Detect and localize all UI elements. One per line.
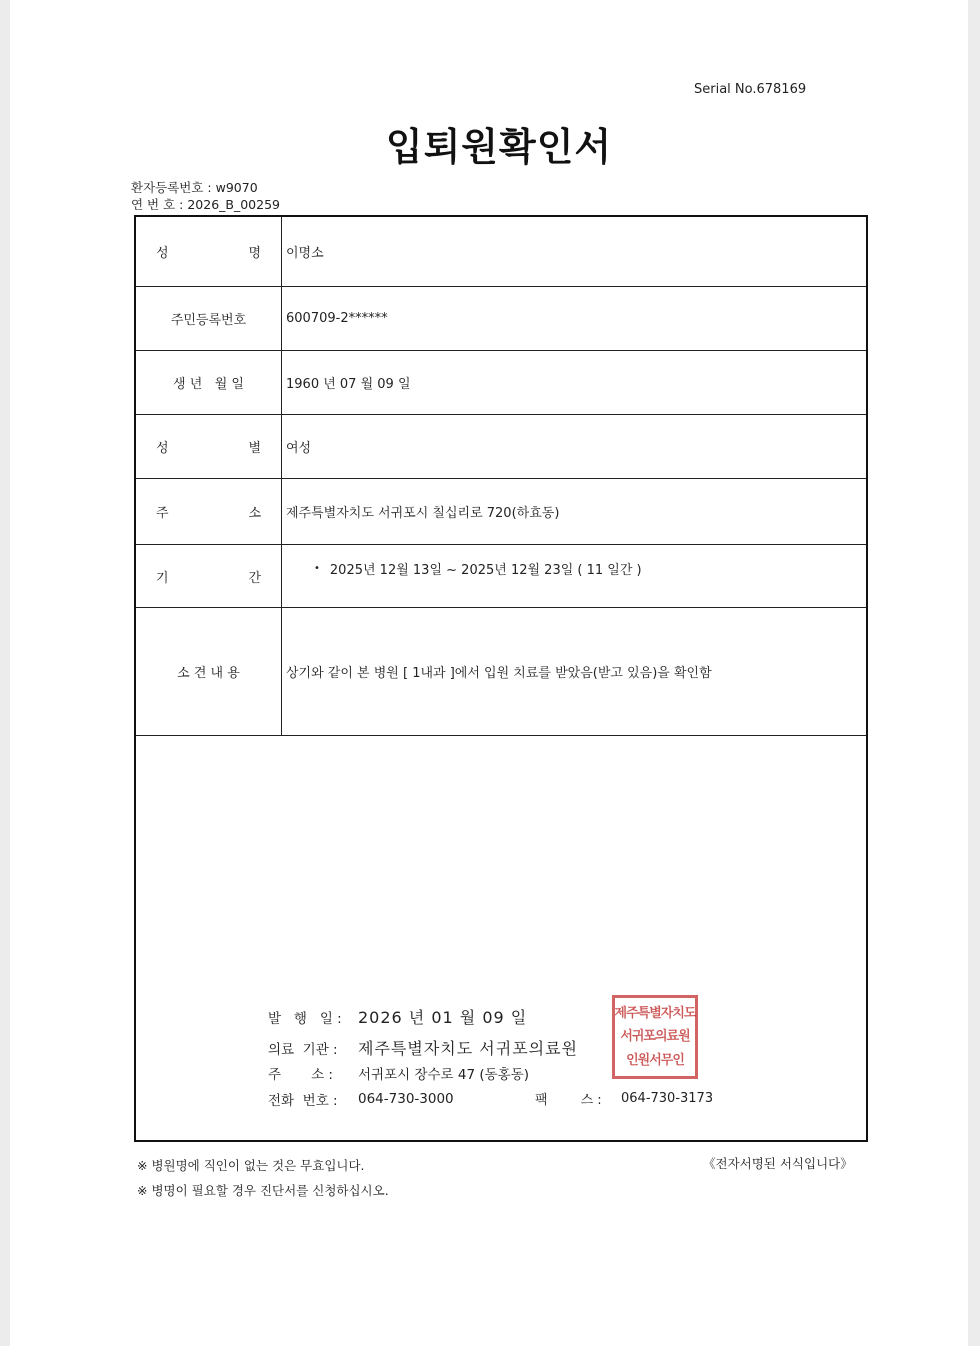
issue-address-label: 주 소 : bbox=[268, 1067, 333, 1083]
series-number: 연 번 호 : 2026_B_00259 bbox=[131, 197, 280, 212]
row-gender bbox=[136, 415, 866, 479]
row-period bbox=[136, 545, 866, 608]
issue-date-label: 발 행 일 : bbox=[268, 1010, 342, 1027]
issue-org-line bbox=[268, 1036, 578, 1059]
issue-fax-label: 팩 스 : bbox=[535, 1093, 602, 1108]
period-text: 2025년 12월 13일 ~ 2025년 12월 23일 ( 11 일간 ) bbox=[329, 563, 642, 578]
label-name-a: 성 bbox=[156, 246, 169, 261]
label-address-a: 주 bbox=[156, 506, 169, 521]
issue-phone-line bbox=[268, 1089, 454, 1109]
issue-fax-value: 064-730-3173 bbox=[621, 1091, 714, 1106]
value-name: 이명소 bbox=[286, 246, 324, 261]
label-gender-a: 성 bbox=[156, 441, 169, 456]
row-name bbox=[136, 217, 866, 287]
issue-address-value: 서귀포시 장수로 47 (동홍동) bbox=[358, 1067, 529, 1083]
value-period bbox=[286, 545, 866, 607]
certificate-table bbox=[134, 215, 868, 1142]
issue-phone-value: 064-730-3000 bbox=[358, 1091, 454, 1107]
row-birth-date bbox=[136, 351, 866, 415]
document-title: 입퇴원확인서 bbox=[385, 125, 613, 169]
footer-note-seal: ※ 병원명에 직인이 없는 것은 무효입니다. bbox=[137, 1158, 365, 1173]
period-line bbox=[314, 559, 642, 578]
footer-note-diagnosis: ※ 병명이 필요할 경우 진단서를 신청하십시오. bbox=[137, 1183, 389, 1198]
issue-date-value: 2026 년 01 월 09 일 bbox=[358, 1008, 528, 1027]
issue-phone-label: 전화 번호 : bbox=[268, 1093, 338, 1109]
label-address bbox=[136, 479, 282, 544]
value-opinion: 상기와 같이 본 병원 [ 1내과 ]에서 입원 치료를 받았음(받고 있음)을 확인함 bbox=[286, 666, 712, 681]
row-opinion bbox=[136, 608, 866, 736]
label-name-b: 명 bbox=[248, 246, 261, 261]
label-birth-date: 생 년 월 일 bbox=[136, 351, 282, 414]
label-resident-id: 주민등록번호 bbox=[136, 287, 282, 350]
seal-line-2: 서귀포의료원 bbox=[620, 1029, 690, 1045]
label-period-b: 간 bbox=[248, 570, 261, 586]
issue-address-line bbox=[268, 1063, 529, 1083]
label-address-b: 소 bbox=[248, 506, 261, 521]
serial-number: Serial No.678169 bbox=[694, 82, 807, 97]
label-period-a: 기 bbox=[156, 570, 169, 586]
issue-org-label: 의료 기관 : bbox=[268, 1041, 338, 1058]
patient-registration-number: 환자등록번호 : w9070 bbox=[131, 180, 258, 195]
official-seal bbox=[612, 995, 698, 1079]
label-gender-b: 별 bbox=[248, 441, 261, 456]
value-resident-id: 600709-2****** bbox=[286, 311, 388, 326]
label-opinion: 소 견 내 용 bbox=[136, 608, 282, 735]
footer-note-esignature: 《전자서명된 서식입니다》 bbox=[703, 1156, 853, 1171]
row-resident-id bbox=[136, 287, 866, 351]
seal-line-3: 인원서무인 bbox=[626, 1052, 684, 1068]
label-gender bbox=[136, 415, 282, 478]
row-address bbox=[136, 479, 866, 545]
issue-date-line bbox=[268, 1005, 527, 1028]
label-period bbox=[136, 545, 282, 607]
bullet-icon: • bbox=[314, 563, 320, 574]
value-birth-date: 1960 년 07 월 09 일 bbox=[286, 377, 411, 392]
value-gender: 여성 bbox=[286, 441, 312, 456]
value-address: 제주특별자치도 서귀포시 칠십리로 720(하효동) bbox=[286, 506, 560, 521]
issue-fax-line bbox=[535, 1089, 713, 1108]
label-name bbox=[136, 217, 282, 286]
seal-line-1: 제주특별자치도 bbox=[614, 1006, 696, 1022]
issue-org-value: 제주특별자치도 서귀포의료원 bbox=[358, 1039, 579, 1058]
